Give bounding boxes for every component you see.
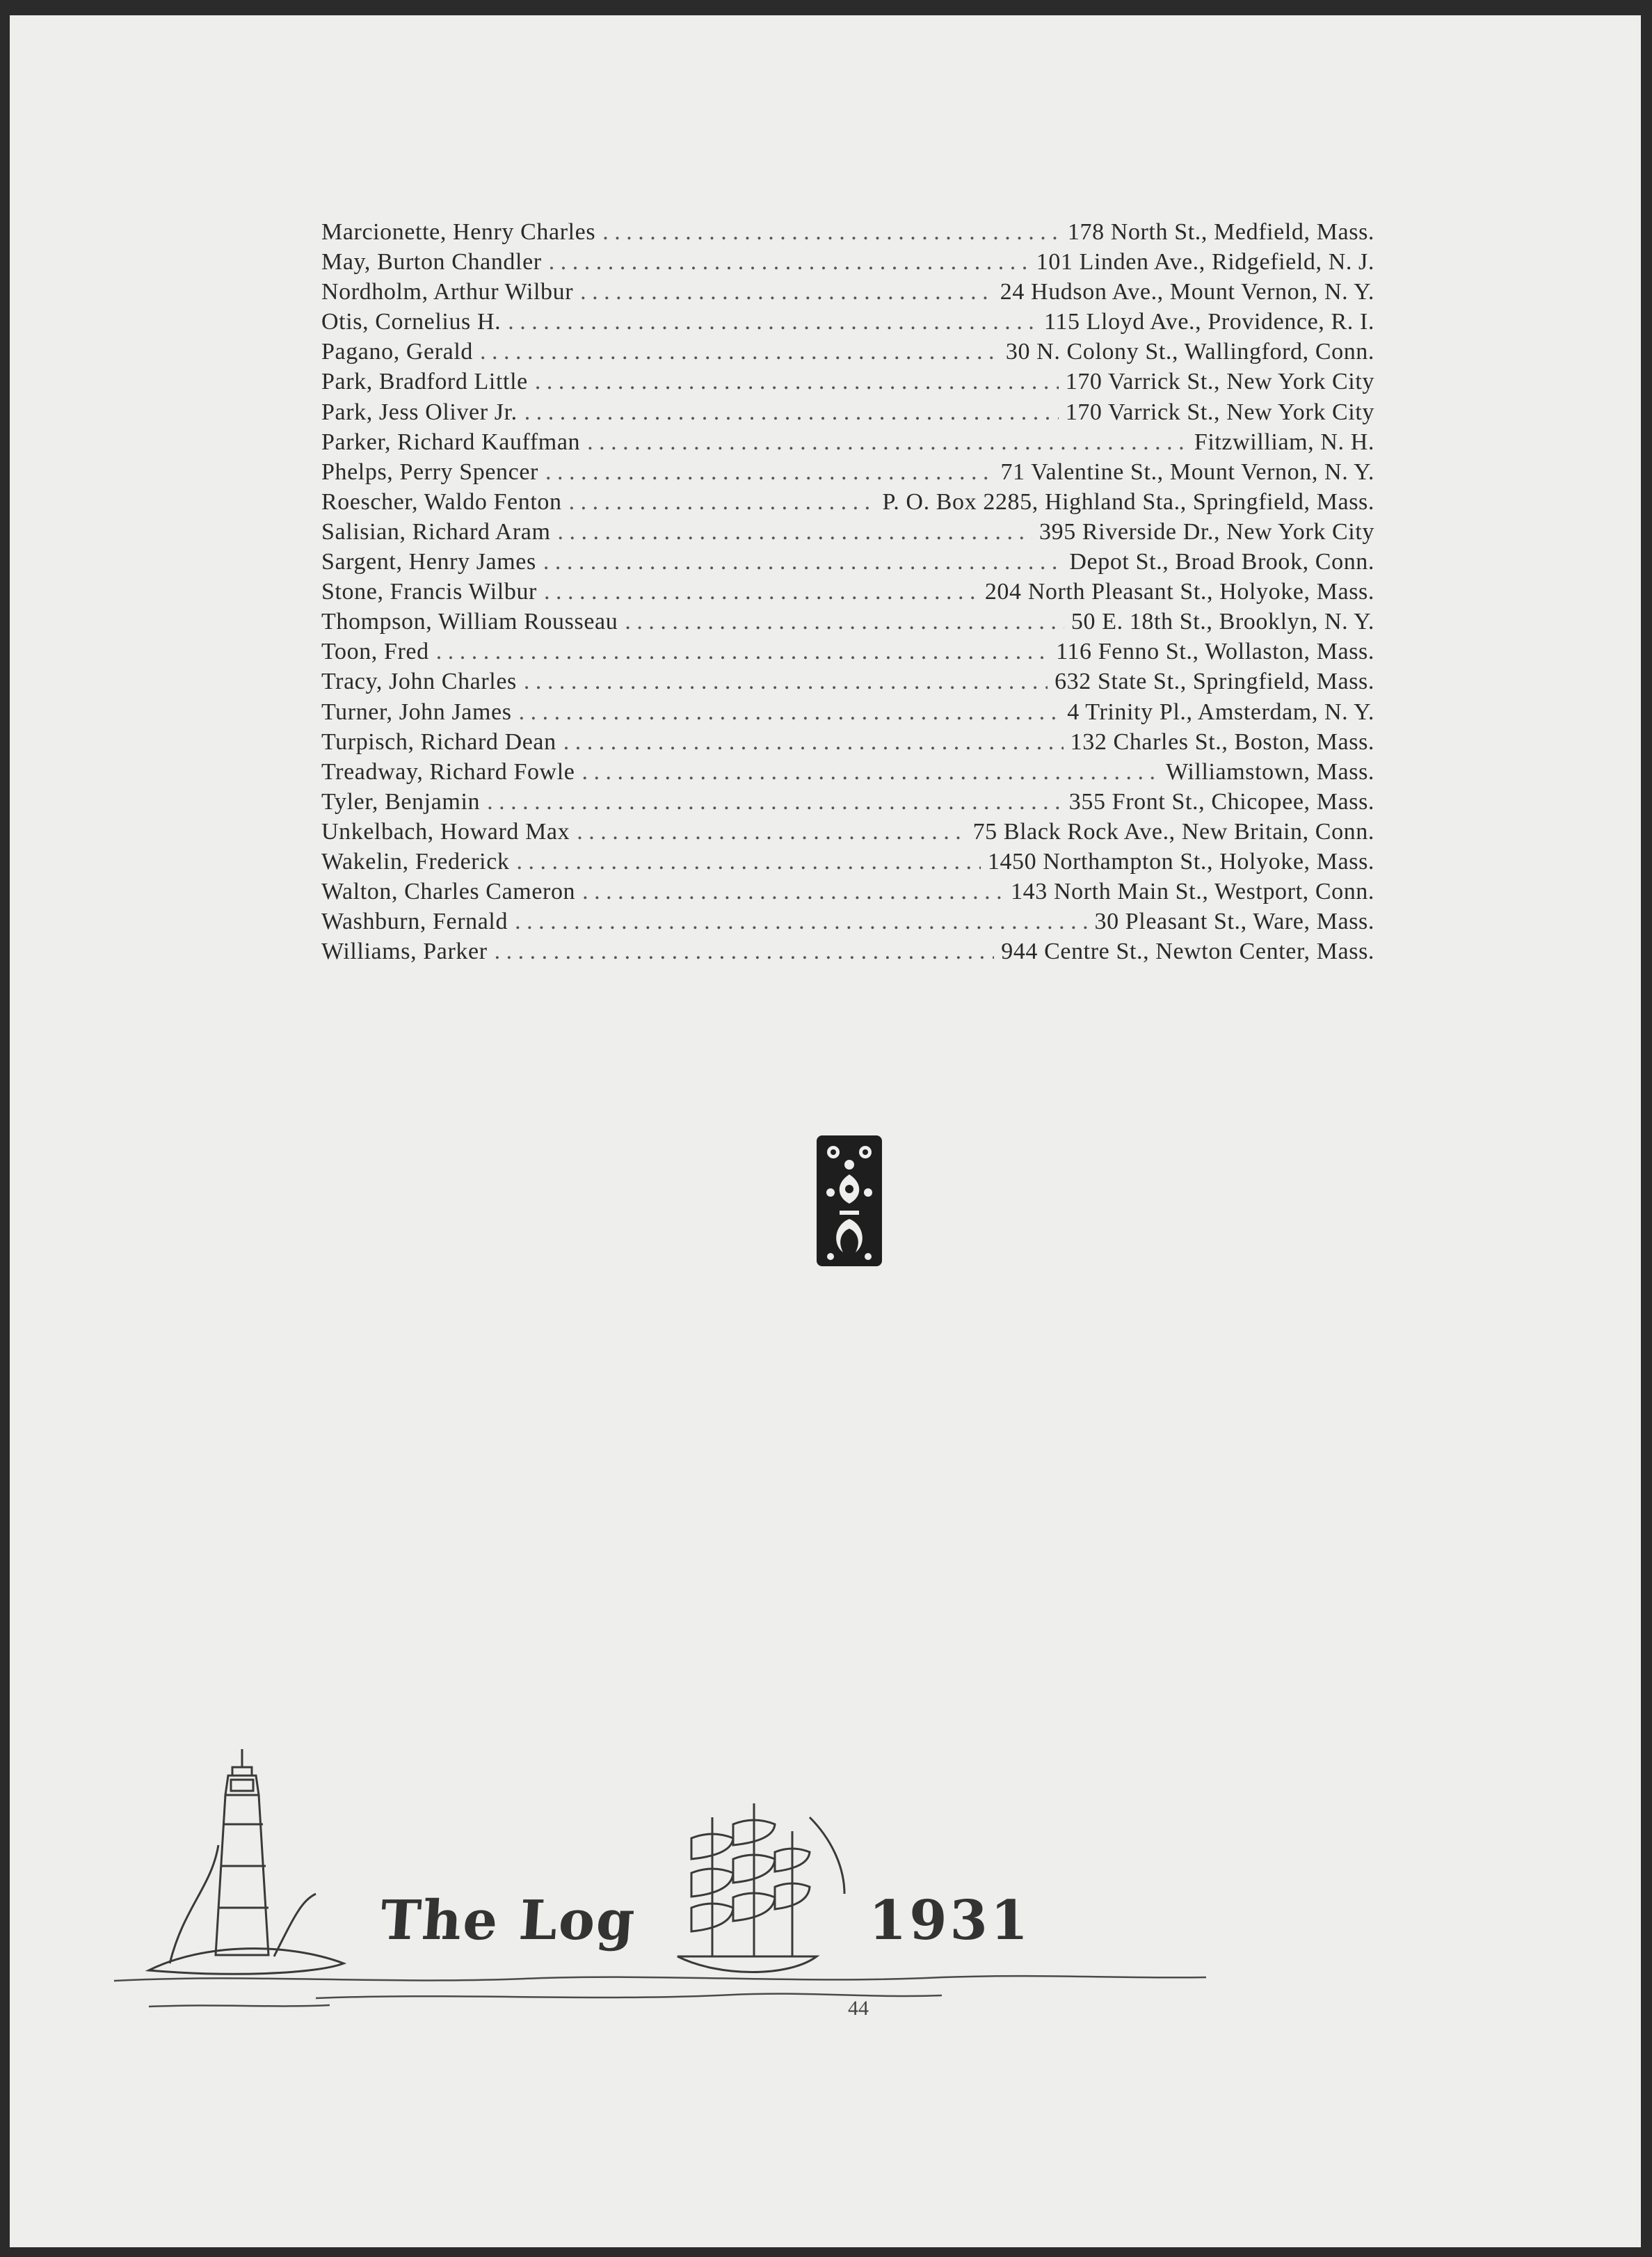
list-item: Park, Jess Oliver Jr. . . . 170 Varrick St., New York City bbox=[321, 397, 1374, 427]
page-number: 44 bbox=[848, 1997, 869, 2020]
list-item: Parker, Richard Kauffman . . . Fitzwilliam, N. H. bbox=[321, 427, 1374, 457]
floral-ornament-icon bbox=[815, 1134, 883, 1268]
list-item: Pagano, Gerald . . . 30 N. Colony St., Wallingford, Conn. bbox=[321, 337, 1374, 367]
list-item: Stone, Francis Wilbur . . . 204 North Pleasant St., Holyoke, Mass. bbox=[321, 577, 1374, 607]
list-item: Turner, John James . . . 4 Trinity Pl., Amsterdam, N. Y. bbox=[321, 697, 1374, 727]
logo-title: The Log bbox=[378, 1889, 639, 1952]
list-item: Nordholm, Arthur Wilbur . . . 24 Hudson Ave., Mount Vernon, N. Y. bbox=[321, 277, 1374, 307]
list-item: Wakelin, Frederick . . . 1450 Northampton St., Holyoke, Mass. bbox=[321, 847, 1374, 877]
list-item: Williams, Parker . . . 944 Centre St., Newton Center, Mass. bbox=[321, 936, 1374, 966]
sea-waves bbox=[114, 1976, 1206, 2007]
list-item: Sargent, Henry James . . . Depot St., Broad Brook, Conn. bbox=[321, 547, 1374, 577]
yearbook-page bbox=[10, 15, 1641, 2247]
list-item: Toon, Fred . . . 116 Fenno St., Wollaston, Mass. bbox=[321, 637, 1374, 667]
list-item: Thompson, William Rousseau . . . 50 E. 18th St., Brooklyn, N. Y. bbox=[321, 607, 1374, 637]
lighthouse-icon bbox=[149, 1749, 344, 1974]
logo-year: 1931 bbox=[869, 1889, 1032, 1952]
list-item: Treadway, Richard Fowle . . . Williamstown, Mass. bbox=[321, 757, 1374, 787]
list-item: Salisian, Richard Aram . . . 395 Riverside Dr., New York City bbox=[321, 517, 1374, 547]
list-item: Tyler, Benjamin . . . 355 Front St., Chicopee, Mass. bbox=[321, 787, 1374, 817]
list-item: Unkelbach, Howard Max . . . 75 Black Rock Ave., New Britain, Conn. bbox=[321, 817, 1374, 847]
list-item: Roescher, Waldo Fenton . . . P. O. Box 2285, Highland Sta., Springfield, Mass. bbox=[321, 487, 1374, 517]
address-directory bbox=[321, 217, 1374, 966]
list-item: Park, Bradford Little . . . 170 Varrick St., New York City bbox=[321, 367, 1374, 397]
list-item: Washburn, Fernald . . . 30 Pleasant St., Ware, Mass. bbox=[321, 907, 1374, 936]
list-item: Phelps, Perry Spencer . . . 71 Valentine St., Mount Vernon, N. Y. bbox=[321, 457, 1374, 487]
list-item: Otis, Cornelius H. . . . 115 Lloyd Ave., Providence, R. I. bbox=[321, 307, 1374, 337]
sailing-ship-icon bbox=[677, 1803, 844, 1972]
list-item: May, Burton Chandler . . . 101 Linden Ave., Ridgefield, N. J. bbox=[321, 247, 1374, 277]
list-item: Turpisch, Richard Dean . . . 132 Charles St., Boston, Mass. bbox=[321, 727, 1374, 757]
list-item: Marcionette, Henry Charles . . . 178 North St., Medfield, Mass. bbox=[321, 217, 1374, 247]
list-item: Tracy, John Charles . . . 632 State St., Springfield, Mass. bbox=[321, 667, 1374, 696]
list-item: Walton, Charles Cameron . . . 143 North Main St., Westport, Conn. bbox=[321, 877, 1374, 907]
the-log-masthead-illustration bbox=[107, 1734, 1220, 2026]
